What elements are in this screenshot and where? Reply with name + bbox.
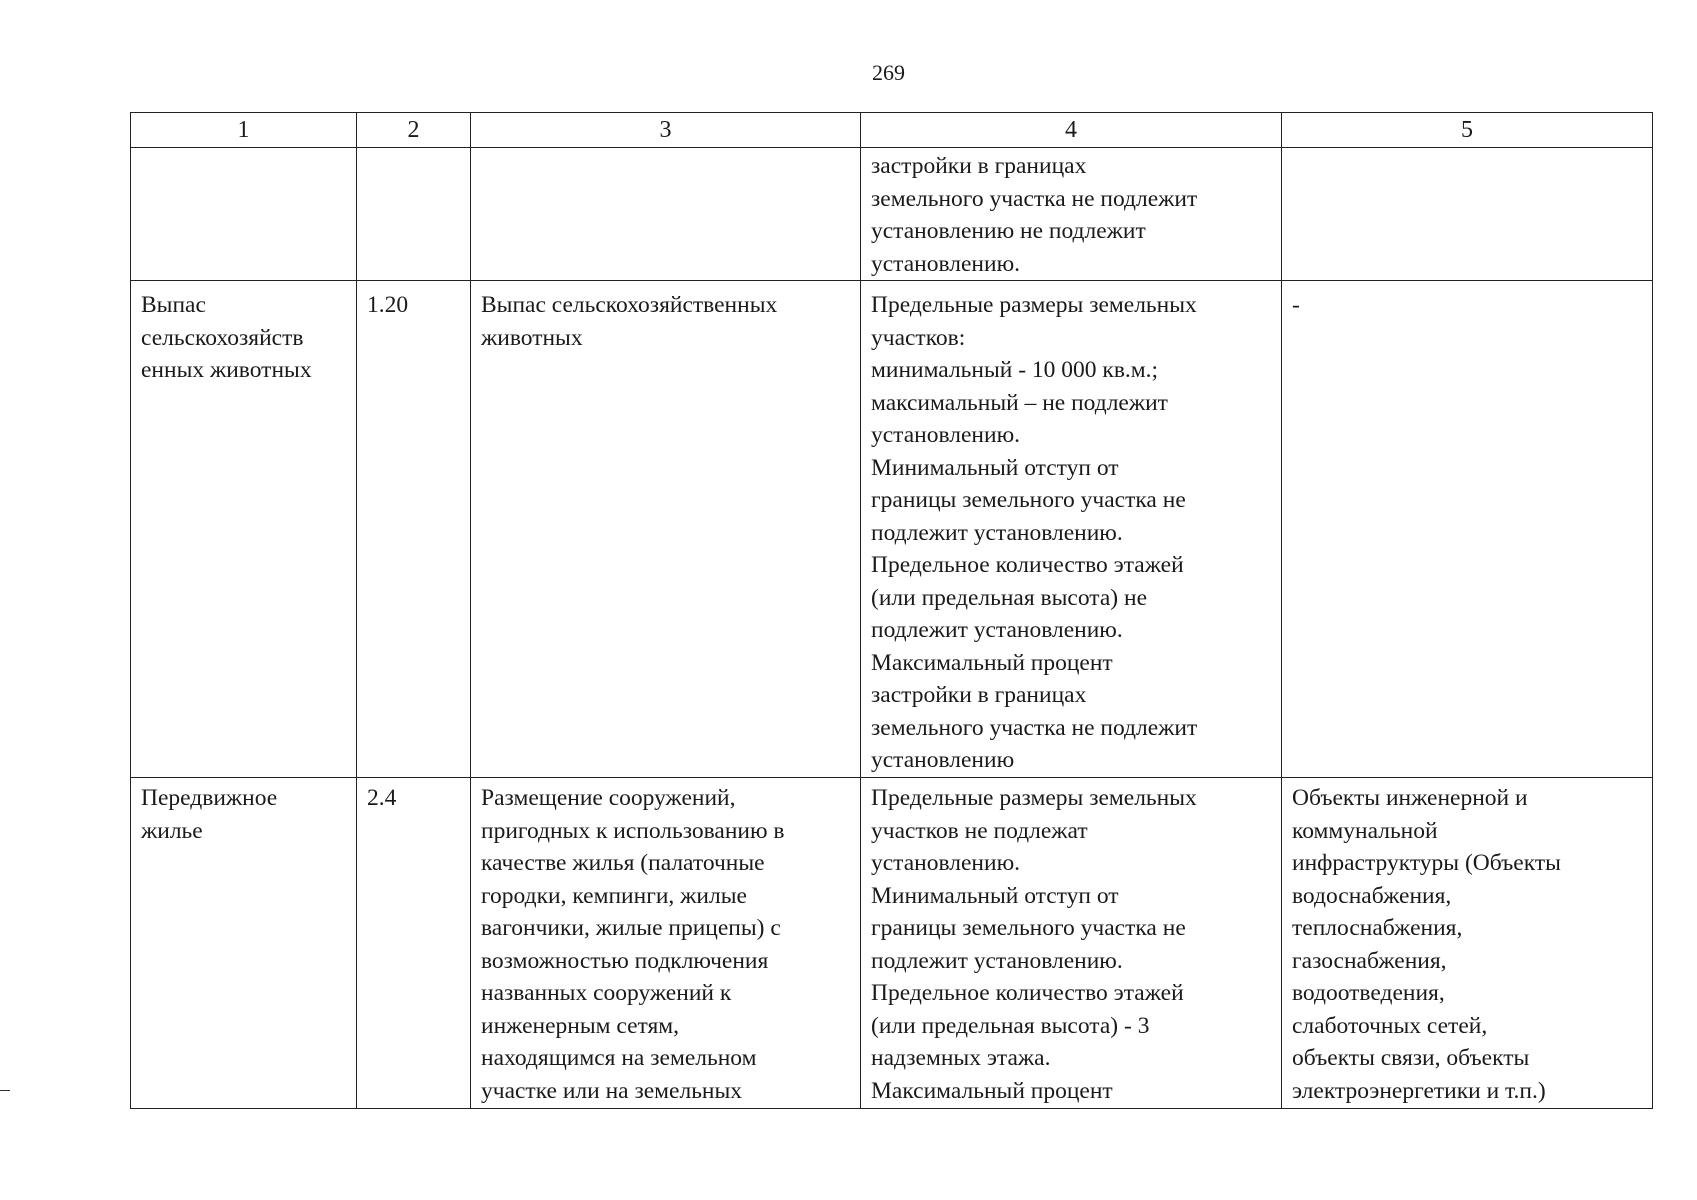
cell-use-name: [131, 148, 357, 281]
text-line: (или предельная высота) не: [871, 584, 1147, 611]
text-line: Максимальный процент: [871, 649, 1113, 676]
text-line: водоснабжения,: [1292, 882, 1452, 909]
text-line: Максимальный процент: [871, 1077, 1113, 1104]
text-line: земельного участка не подлежит: [871, 714, 1198, 741]
text-line: земельного участка не подлежит: [871, 185, 1198, 212]
text-line: подлежит установлению.: [871, 519, 1123, 546]
text-line: застройки в границах: [871, 153, 1087, 179]
table-header-row: [131, 113, 1653, 148]
text-line: участков не подлежат: [871, 817, 1088, 844]
text-line: -: [1292, 292, 1300, 318]
text-line: енных животных: [141, 357, 312, 383]
text-line: минимальный - 10 000 кв.м.;: [871, 357, 1159, 383]
cell-auxiliary-uses: [1282, 281, 1653, 778]
text-line: участке или на земельных: [481, 1077, 743, 1104]
cell-use-description: [471, 778, 861, 1109]
text-line: границы земельного участка не: [871, 915, 1186, 941]
text-line: пригодных к использованию в: [481, 817, 785, 844]
cell-use-description: [471, 281, 861, 778]
text-line: установлению.: [871, 250, 1021, 277]
text-line: подлежит установлению.: [871, 947, 1123, 974]
cell-use-description: [471, 148, 861, 281]
text-line: коммунальной: [1292, 817, 1438, 844]
table-row-mobile-housing: [131, 778, 1653, 1109]
column-header-5: 5: [1282, 113, 1653, 148]
text-line: установлению не подлежит: [871, 218, 1146, 244]
text-line: газоснабжения,: [1292, 947, 1447, 974]
text-line: электроэнергетики и т.п.): [1292, 1077, 1546, 1104]
cell-parameters: [861, 778, 1282, 1109]
text-line: инфраструктуры (Объекты: [1292, 850, 1561, 876]
text-line: сельскохозяйств: [141, 324, 304, 351]
text-line: надземных этажа.: [871, 1045, 1051, 1071]
table-row-continued: [131, 148, 1653, 281]
text-line: Предельное количество этажей: [871, 552, 1184, 578]
text-line: подлежит установлению.: [871, 617, 1123, 643]
page-number: 269: [872, 60, 905, 85]
text-line: названных сооружений к: [481, 980, 732, 1006]
text-line: животных: [481, 324, 583, 351]
text-line: городки, кемпинги, жилые: [481, 882, 747, 909]
text-line: установлению: [871, 747, 1015, 773]
text-line: (или предельная высота) - 3: [871, 1012, 1150, 1039]
text-line: инженерным сетям,: [481, 1012, 680, 1039]
text-line: установлению.: [871, 850, 1021, 876]
table-row-grazing: [131, 281, 1653, 778]
column-header-1: 1: [131, 113, 357, 148]
scan-edge-mark: [0, 1090, 10, 1091]
cell-parameters: [861, 148, 1282, 281]
cell-auxiliary-uses: [1282, 778, 1653, 1109]
cell-parameters: [861, 281, 1282, 778]
text-line: застройки в границах: [871, 682, 1087, 708]
text-line: вагончики, жилые прицепы) с: [481, 915, 781, 941]
text-line: слаботочных сетей,: [1292, 1012, 1488, 1039]
text-line: Предельное количество этажей: [871, 980, 1184, 1006]
text-line: Выпас: [141, 292, 206, 318]
land-use-table: [130, 112, 1653, 1109]
cell-use-code: 1.20: [357, 281, 471, 778]
text-line: Выпас сельскохозяйственных: [481, 292, 778, 318]
text-line: объекты связи, объекты: [1292, 1045, 1530, 1071]
text-line: жилье: [141, 817, 203, 844]
text-line: Минимальный отступ от: [871, 454, 1119, 481]
text-line: Предельные размеры земельных: [871, 785, 1197, 811]
text-line: находящимся на земельном: [481, 1045, 757, 1071]
text-line: максимальный – не подлежит: [871, 389, 1168, 416]
text-line: установлению.: [871, 422, 1021, 448]
text-line: возможностью подключения: [481, 947, 769, 974]
column-header-2: 2: [357, 113, 471, 148]
cell-auxiliary-uses: [1282, 148, 1653, 281]
cell-use-name: [131, 778, 357, 1109]
text-line: Размещение сооружений,: [481, 785, 736, 811]
text-line: Объекты инженерной и: [1292, 785, 1528, 811]
text-line: теплоснабжения,: [1292, 915, 1463, 941]
text-line: водоотведения,: [1292, 980, 1445, 1006]
cell-use-code: [357, 148, 471, 281]
column-header-4: 4: [861, 113, 1282, 148]
text-line: качестве жилья (палаточные: [481, 850, 765, 876]
column-header-3: 3: [471, 113, 861, 148]
text-line: Минимальный отступ от: [871, 882, 1119, 909]
text-line: Передвижное: [141, 785, 278, 811]
cell-use-code: 2.4: [357, 778, 471, 1109]
text-line: участков:: [871, 324, 966, 351]
text-line: границы земельного участка не: [871, 487, 1186, 513]
cell-use-name: [131, 281, 357, 778]
text-line: Предельные размеры земельных: [871, 292, 1197, 318]
